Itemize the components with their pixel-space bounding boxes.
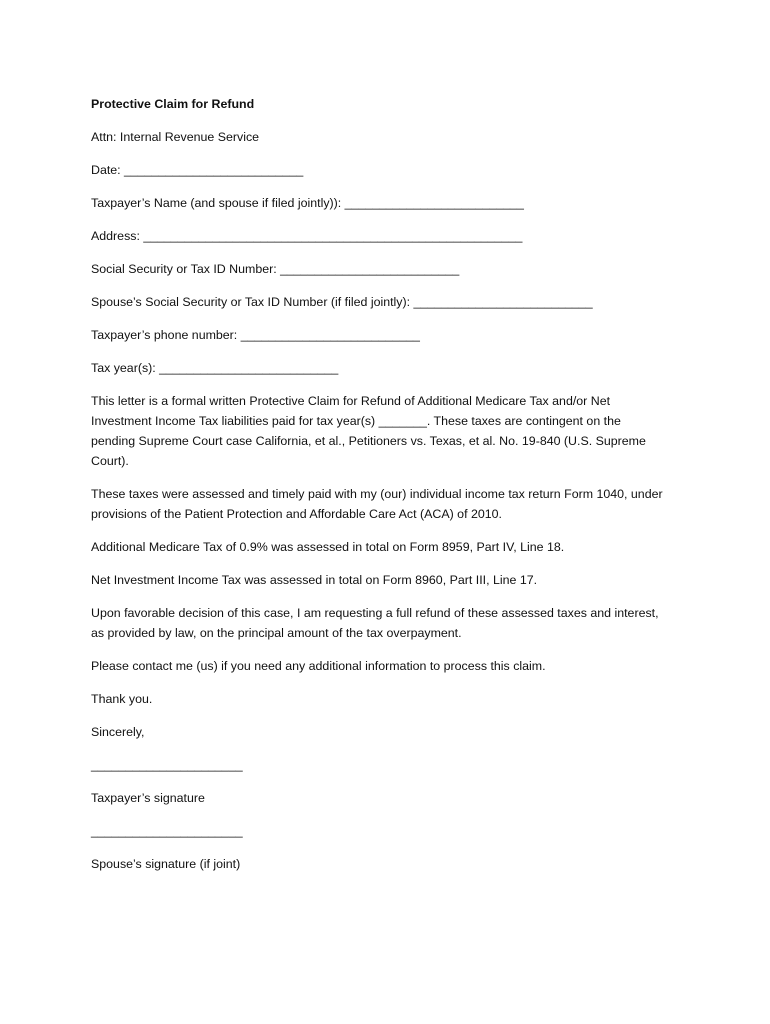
medicare-tax-paragraph: Additional Medicare Tax of 0.9% was assessed in total on Form 8959, Part IV, Line 18. (91, 540, 565, 554)
document-title: Protective Claim for Refund (91, 97, 255, 111)
refund-request-paragraph (91, 603, 691, 643)
claim-paragraph-line: pending Supreme Court case California, et al., Petitioners vs. Texas, et al. No. 19-840 (U.S. Supreme (91, 434, 646, 448)
thank-you: Thank you. (91, 692, 153, 706)
phone-field: Taxpayer’s phone number: __________________________ (91, 328, 420, 342)
taxpayer-name-field: Taxpayer’s Name (and spouse if filed jointly)): __________________________ (91, 196, 524, 210)
letter-body (91, 94, 691, 887)
claim-paragraph-line: Investment Income Tax liabilities paid for tax year(s) _______. These taxes are contingent on the (91, 414, 621, 428)
closing: Sincerely, (91, 725, 145, 739)
spouse-signature-label: Spouse’s signature (if joint) (91, 857, 241, 871)
refund-request-line: as provided by law, on the principal amount of the tax overpayment. (91, 626, 462, 640)
taxpayer-signature-line: ______________________ (91, 758, 243, 772)
attn-line: Attn: Internal Revenue Service (91, 130, 260, 144)
taxpayer-signature-label: Taxpayer’s signature (91, 791, 205, 805)
tax-years-field: Tax year(s): __________________________ (91, 361, 339, 375)
refund-request-line: Upon favorable decision of this case, I am requesting a full refund of these assessed taxes and interest, (91, 606, 659, 620)
ssn-field: Social Security or Tax ID Number: __________________________ (91, 262, 460, 276)
spouse-signature-line: ______________________ (91, 824, 243, 838)
claim-paragraph-line: Court). (91, 454, 129, 468)
niit-paragraph: Net Investment Income Tax was assessed in total on Form 8960, Part III, Line 17. (91, 573, 538, 587)
claim-paragraph-line: This letter is a formal written Protective Claim for Refund of Additional Medicare Tax and/or Net (91, 394, 611, 408)
assessment-paragraph-line: These taxes were assessed and timely paid with my (our) individual income tax return Form 1040, under (91, 487, 663, 501)
spouse-ssn-field: Spouse’s Social Security or Tax ID Number (if filed jointly): __________________________ (91, 295, 593, 309)
claim-paragraph (91, 391, 691, 471)
assessment-paragraph-line: provisions of the Patient Protection and Affordable Care Act (ACA) of 2010. (91, 507, 502, 521)
date-field: Date: __________________________ (91, 163, 304, 177)
address-field: Address: _______________________________________________________ (91, 229, 523, 243)
contact-paragraph: Please contact me (us) if you need any additional information to process this claim. (91, 659, 546, 673)
assessment-paragraph (91, 484, 691, 524)
